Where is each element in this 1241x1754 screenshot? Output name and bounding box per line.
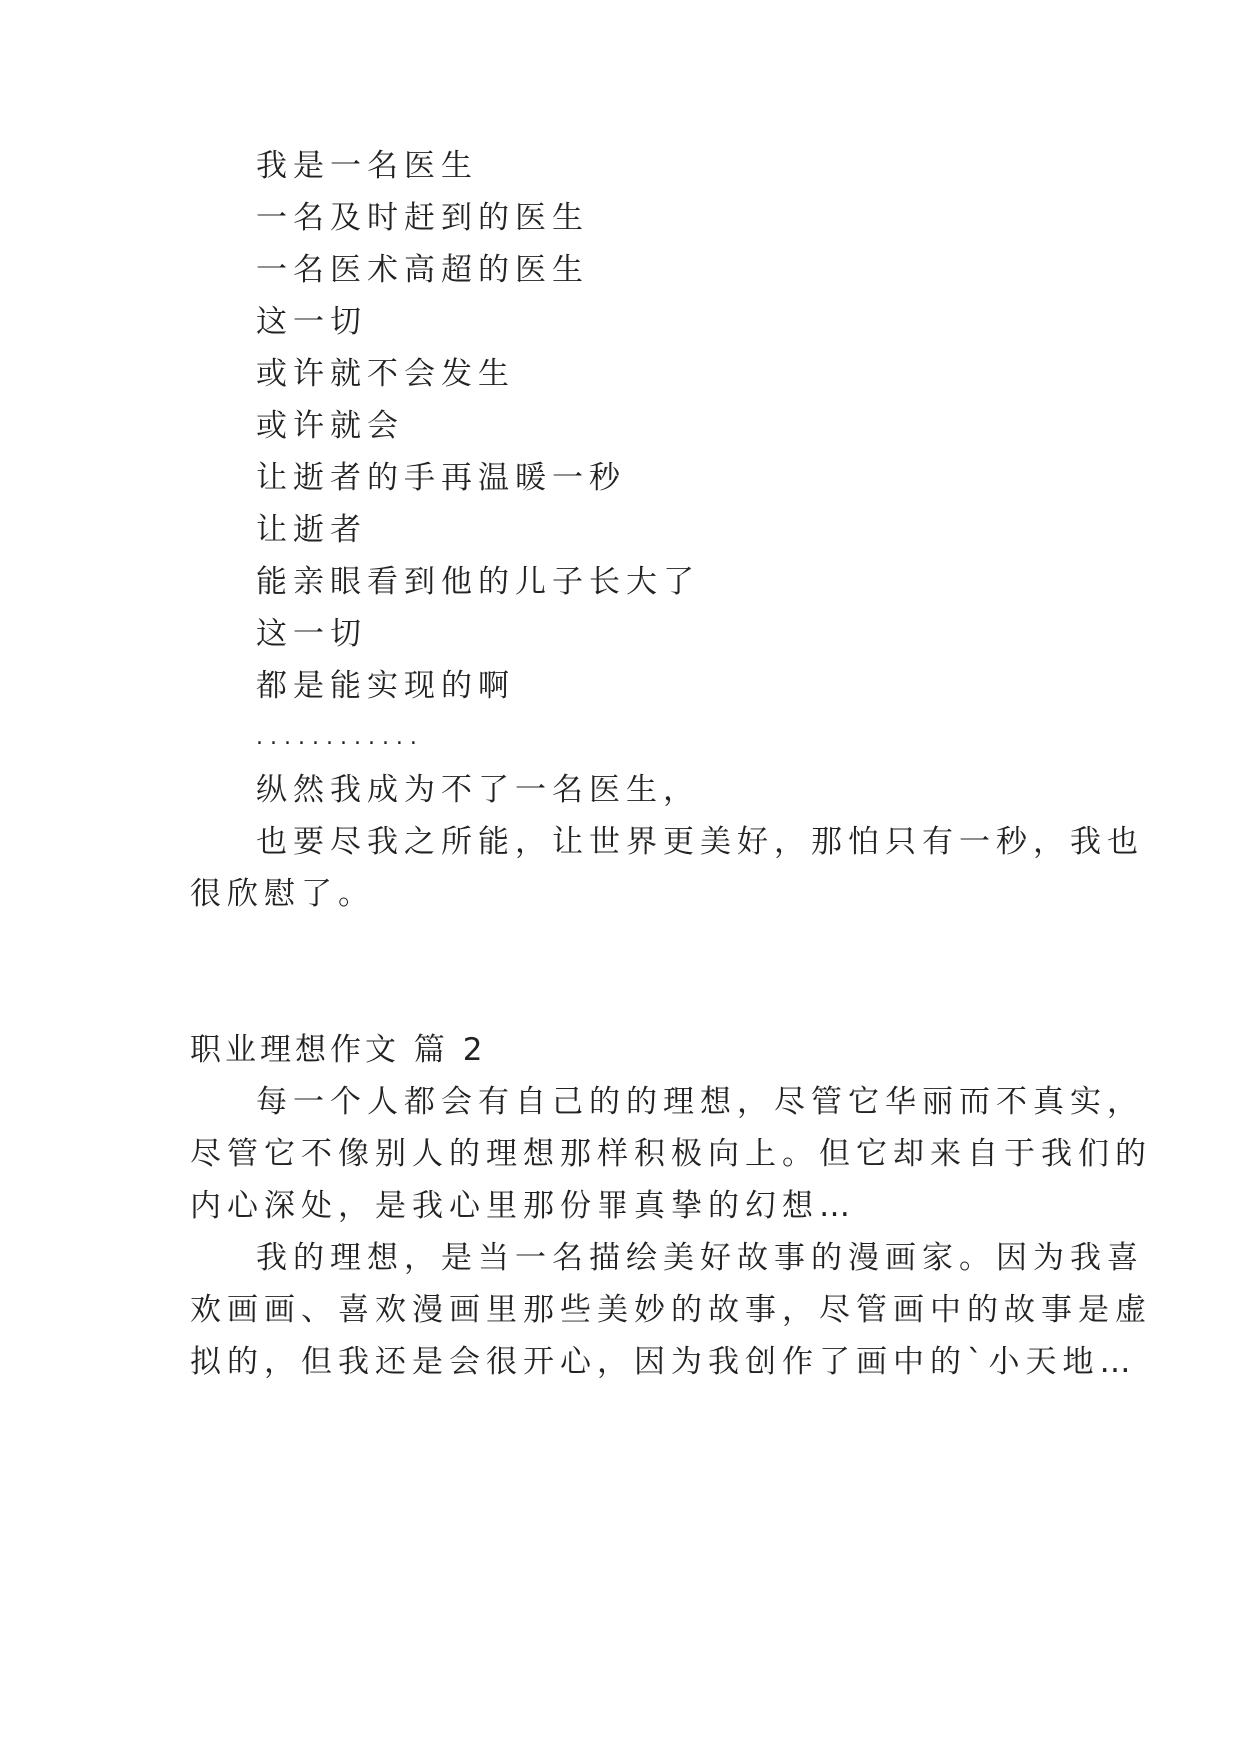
paragraph-line: 拟的，但我还是会很开心，因为我创作了画中的`小天地… — [190, 1344, 1137, 1380]
closing-paragraph-line: 很欣慰了。 — [190, 876, 375, 912]
poem-line: 或许就会 — [256, 408, 404, 444]
poem-line: 我是一名医生 — [256, 148, 478, 184]
poem-line: 让逝者的手再温暖一秒 — [256, 460, 626, 496]
poem-line: 纵然我成为不了一名医生， — [256, 772, 700, 808]
ellipsis-line: ............ — [256, 725, 424, 750]
paragraph-line: 我的理想，是当一名描绘美好故事的漫画家。因为我喜 — [256, 1240, 1144, 1276]
paragraph-line: 内心深处，是我心里那份罪真挚的幻想… — [190, 1188, 856, 1224]
poem-line: 一名医术高超的医生 — [256, 252, 589, 288]
section-heading: 职业理想作文 篇 2 — [190, 1032, 487, 1068]
poem-line: 或许就不会发生 — [256, 356, 515, 392]
closing-paragraph-line: 也要尽我之所能，让世界更美好，那怕只有一秒，我也 — [256, 824, 1144, 860]
poem-line: 能亲眼看到他的儿子长大了 — [256, 564, 700, 600]
poem-line: 这一切 — [256, 304, 367, 340]
poem-line: 让逝者 — [256, 512, 367, 548]
poem-line: 一名及时赶到的医生 — [256, 200, 589, 236]
paragraph-line: 欢画画、喜欢漫画里那些美妙的故事，尽管画中的故事是虚 — [190, 1292, 1152, 1328]
paragraph-line: 每一个人都会有自己的的理想，尽管它华丽而不真实， — [256, 1084, 1144, 1120]
poem-line: 这一切 — [256, 616, 367, 652]
poem-line: 都是能实现的啊 — [256, 668, 515, 704]
paragraph-line: 尽管它不像别人的理想那样积极向上。但它却来自于我们的 — [190, 1136, 1152, 1172]
